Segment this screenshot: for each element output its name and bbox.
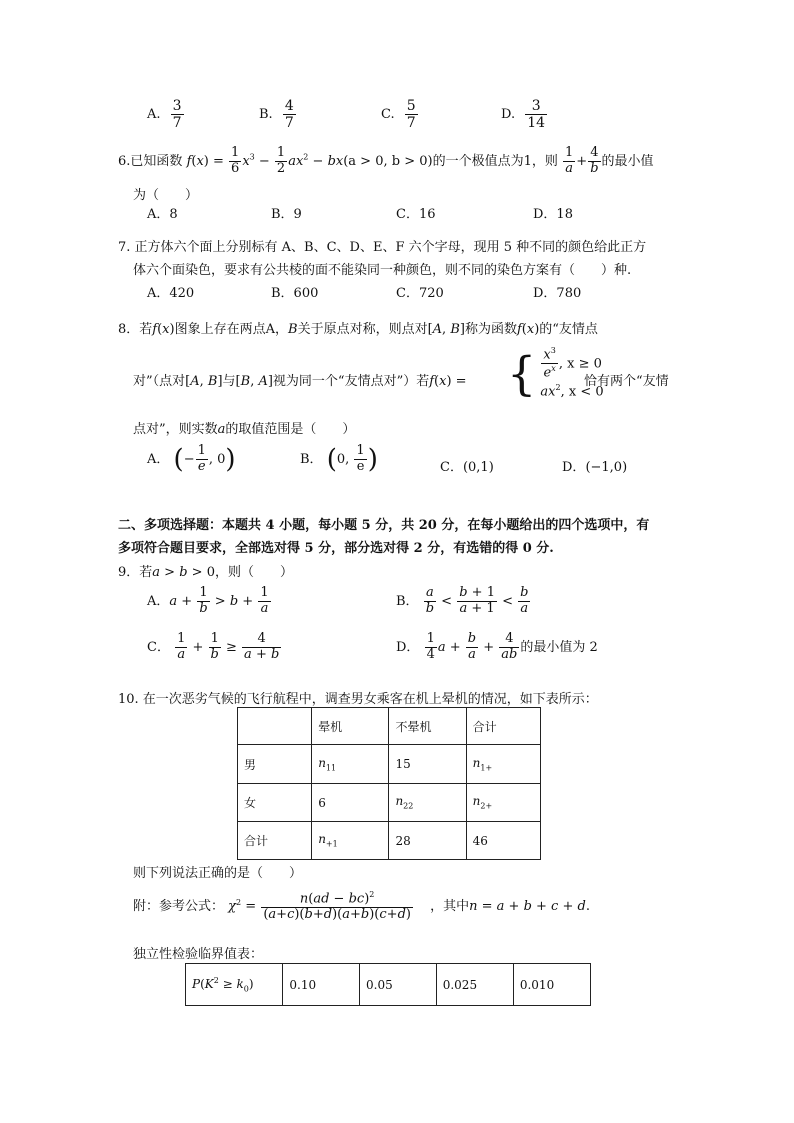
critical-value-table [185,963,591,1006]
q10-stem: 10. 在一次恶劣气候的飞行航程中，调查男女乘客在机上晕机的情况，如下表所示： [118,692,598,707]
table-header-row: 晕机 不晕机 合计 [238,708,541,745]
q5-option-a: A. $\frac{3}{7}$ [147,98,182,132]
q9-option-c: C． $\frac{1}{a}$ + $\frac{1}{b}$ ≥ $\frac{4}{a + b}$ [147,631,280,662]
q7-option-c: C．720 [396,286,444,301]
table-row: 女 6 $n_{22}$ $n_{2+}$ [238,784,541,822]
probability-header: $P(K^2 \ge k_0)$ [186,964,283,1006]
q7-option-d: D．780 [533,286,582,301]
section2-heading-line2: 多项符合题目要求，全部选对得 5 分，部分选对得 2 分，有选错的得 0 分. [118,541,554,556]
q6-stem: 6.已知函数 f(x) = $\frac{1}{6}$ $x^3$ − $\frac{1}{2}$ $ax^2 - bx(a > 0$, b > 0)的一个极值点为1，则 $\frac{1}{a}$ + $\frac{4}{b}$ 的最小值 [118,145,654,176]
chi-square-formula: 附：参考公式： $\chi^2$ = $\frac{n(ad - bc)^2}{(a+c)(b+d)(a+b)(c+d)}$ ，其中n = a + b + c + d. [133,890,590,923]
q6-stem-tail: 为（ ） [133,188,199,203]
q7-line2: 体六个面染色，要求有公共棱的面不能染同一种颜色，则不同的染色方案有（ ）种. [133,263,632,278]
q6-option-a: A．8 [147,207,178,222]
q6-option-b: B．9 [271,207,302,222]
q10-after-table: 则下列说法正确的是（ ） [133,866,303,881]
q9-stem: 9．若a > b > 0，则（ ） [118,565,293,580]
q7-line1: 7. 正方体六个面上分别标有 A、B、C、D、E、F 六个字母，现用 5 种不同的颜色给此正方 [118,240,647,255]
q5-option-d: D. $\frac{3}{14}$ [501,98,546,132]
q7-option-b: B．600 [271,286,319,301]
q8-line3: 点对”，则实数a的取值范围是（ ） [133,422,356,437]
q9-option-b: B． $\frac{a}{b}$ < $\frac{b + 1}{a + 1}$ < $\frac{b}{a}$ [396,585,529,616]
q9-option-d: D． $\frac{1}{4}$ a + $\frac{b}{a}$ + $\frac{4}{ab}$ 的最小值为 2 [396,631,598,662]
q8-line1: 8．若f(x)图象上存在两点A，B关于原点对称，则点对[A, B]称为函数f(x)的“友情点 [118,322,598,337]
q8-option-a: A． (− $\frac{1}{e}$ , 0) [147,443,236,475]
table-row: $P(K^2 \ge k_0)$ 0.10 0.05 0.025 0.010 [186,964,591,1006]
table-row: 合计 $n_{+1}$ 28 46 [238,822,541,860]
section2-heading-line1: 二、多项选择题：本题共 4 小题，每小题 5 分，共 20 分，在每小题给出的四个选项中，有 [118,518,650,533]
q7-option-a: A．420 [147,286,195,301]
q8-piecewise: { $\frac{x^3}{e^x}$ , x ≥ 0 $ax^2$, x < 0 [507,346,604,401]
q6-option-c: C．16 [396,207,436,222]
q8-option-c: C．(0,1) [440,460,494,475]
table-row: 男 $n_{11}$ 15 $n_{1+}$ [238,745,541,784]
q8-line2: 对”（点对[A, B]与[B, A]视为同一个“友情点对”）若f(x) = [133,374,467,389]
q5-option-c: C. $\frac{5}{7}$ [381,98,416,132]
q9-option-a: A．a + $\frac{1}{b}$ > b + $\frac{1}{a}$ [147,585,269,616]
q8-option-d: D．(−1,0) [562,460,628,475]
contingency-table [237,707,541,860]
q8-option-b: B． (0, $\frac{1}{e}$ ) [300,443,378,475]
q8-line2-tail: 恰有两个“友情 [584,374,669,389]
critical-table-title: 独立性检验临界值表： [133,947,264,962]
q5-option-b: B. $\frac{4}{7}$ [259,98,294,132]
q6-option-d: D．18 [533,207,573,222]
